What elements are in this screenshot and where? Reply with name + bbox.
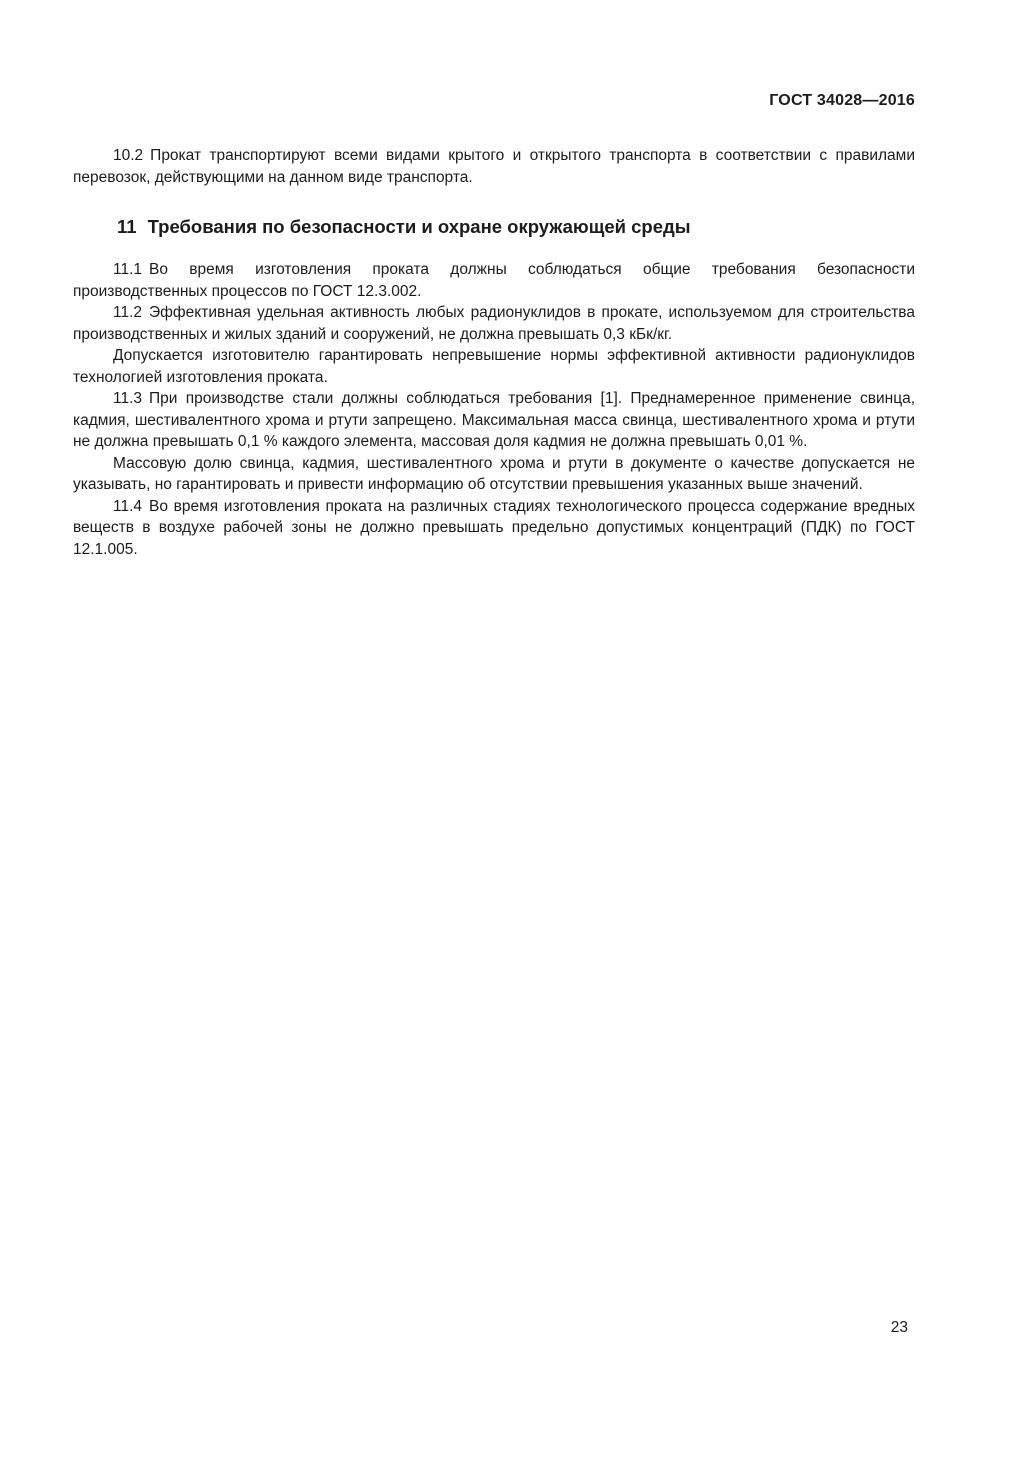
section-11-title: Требования по безопасности и охране окружающей среды (147, 216, 691, 237)
clause-11-4 (73, 496, 915, 561)
section-11-number: 11 (117, 216, 137, 237)
clause-11-2 (73, 302, 915, 345)
clause-11-2-text: Эффективная удельная активность любых радионуклидов в прокате, используемом для строительства производственных и жилых зданий и сооружений, не должна превышать 0,3 кБк/кг. (73, 304, 915, 343)
clause-11-2-number: 11.2 (113, 304, 143, 321)
clause-10-2 (73, 145, 915, 188)
clause-11-1-number: 11.1 (113, 261, 143, 278)
clause-11-1 (73, 259, 915, 302)
clause-11-3-number: 11.3 (113, 390, 143, 407)
doc-number: ГОСТ 34028—2016 (769, 92, 915, 109)
clause-10-2-text: Прокат транспортируют всеми видами крытого и открытого транспорта в соответствии с правилами перевозок, действующими на данном виде транспорта. (73, 147, 915, 186)
clause-11-2-continuation: Допускается изготовителю гарантировать непревышение нормы эффективной активности радионуклидов технологией изготовления проката. (73, 347, 915, 386)
clause-11-3-text: При производстве стали должны соблюдаться требования [1]. Преднамеренное применение свинца, кадмия, шестивалентного хрома и ртути запрещено. Максимальная масса свинца, шестивалентного хрома и ртути не должна превышать 0,1 % каждого элемента, массовая доля кадмия не должна превышать 0,01 %. (73, 390, 915, 450)
clause-11-3 (73, 388, 915, 453)
section-heading-11 (73, 214, 915, 239)
page-number: 23 (890, 1319, 908, 1336)
doc-body (73, 145, 915, 560)
clause-11-1-text: Во время изготовления проката должны соблюдаться общие требования безопасности производственных процессов по ГОСТ 12.3.002. (73, 261, 915, 300)
clause-11-4-text: Во время изготовления проката на различных стадиях технологического процесса содержание вредных веществ в воздухе рабочей зоны не должно превышать предельно допустимых концентраций (ПДК) по ГОСТ 12.1.005. (73, 497, 915, 558)
doc-footer (891, 1320, 908, 1336)
doc-header (0, 0, 1033, 109)
clause-10-2-number: 10.2 (113, 147, 144, 164)
clause-11-3-continuation: Массовую долю свинца, кадмия, шестивалентного хрома и ртути в документе о качестве допускается не указывать, но гарантировать и привести информацию об отсутствии превышения указанных выше значений. (73, 454, 915, 493)
clause-11-4-number: 11.4 (113, 497, 143, 515)
